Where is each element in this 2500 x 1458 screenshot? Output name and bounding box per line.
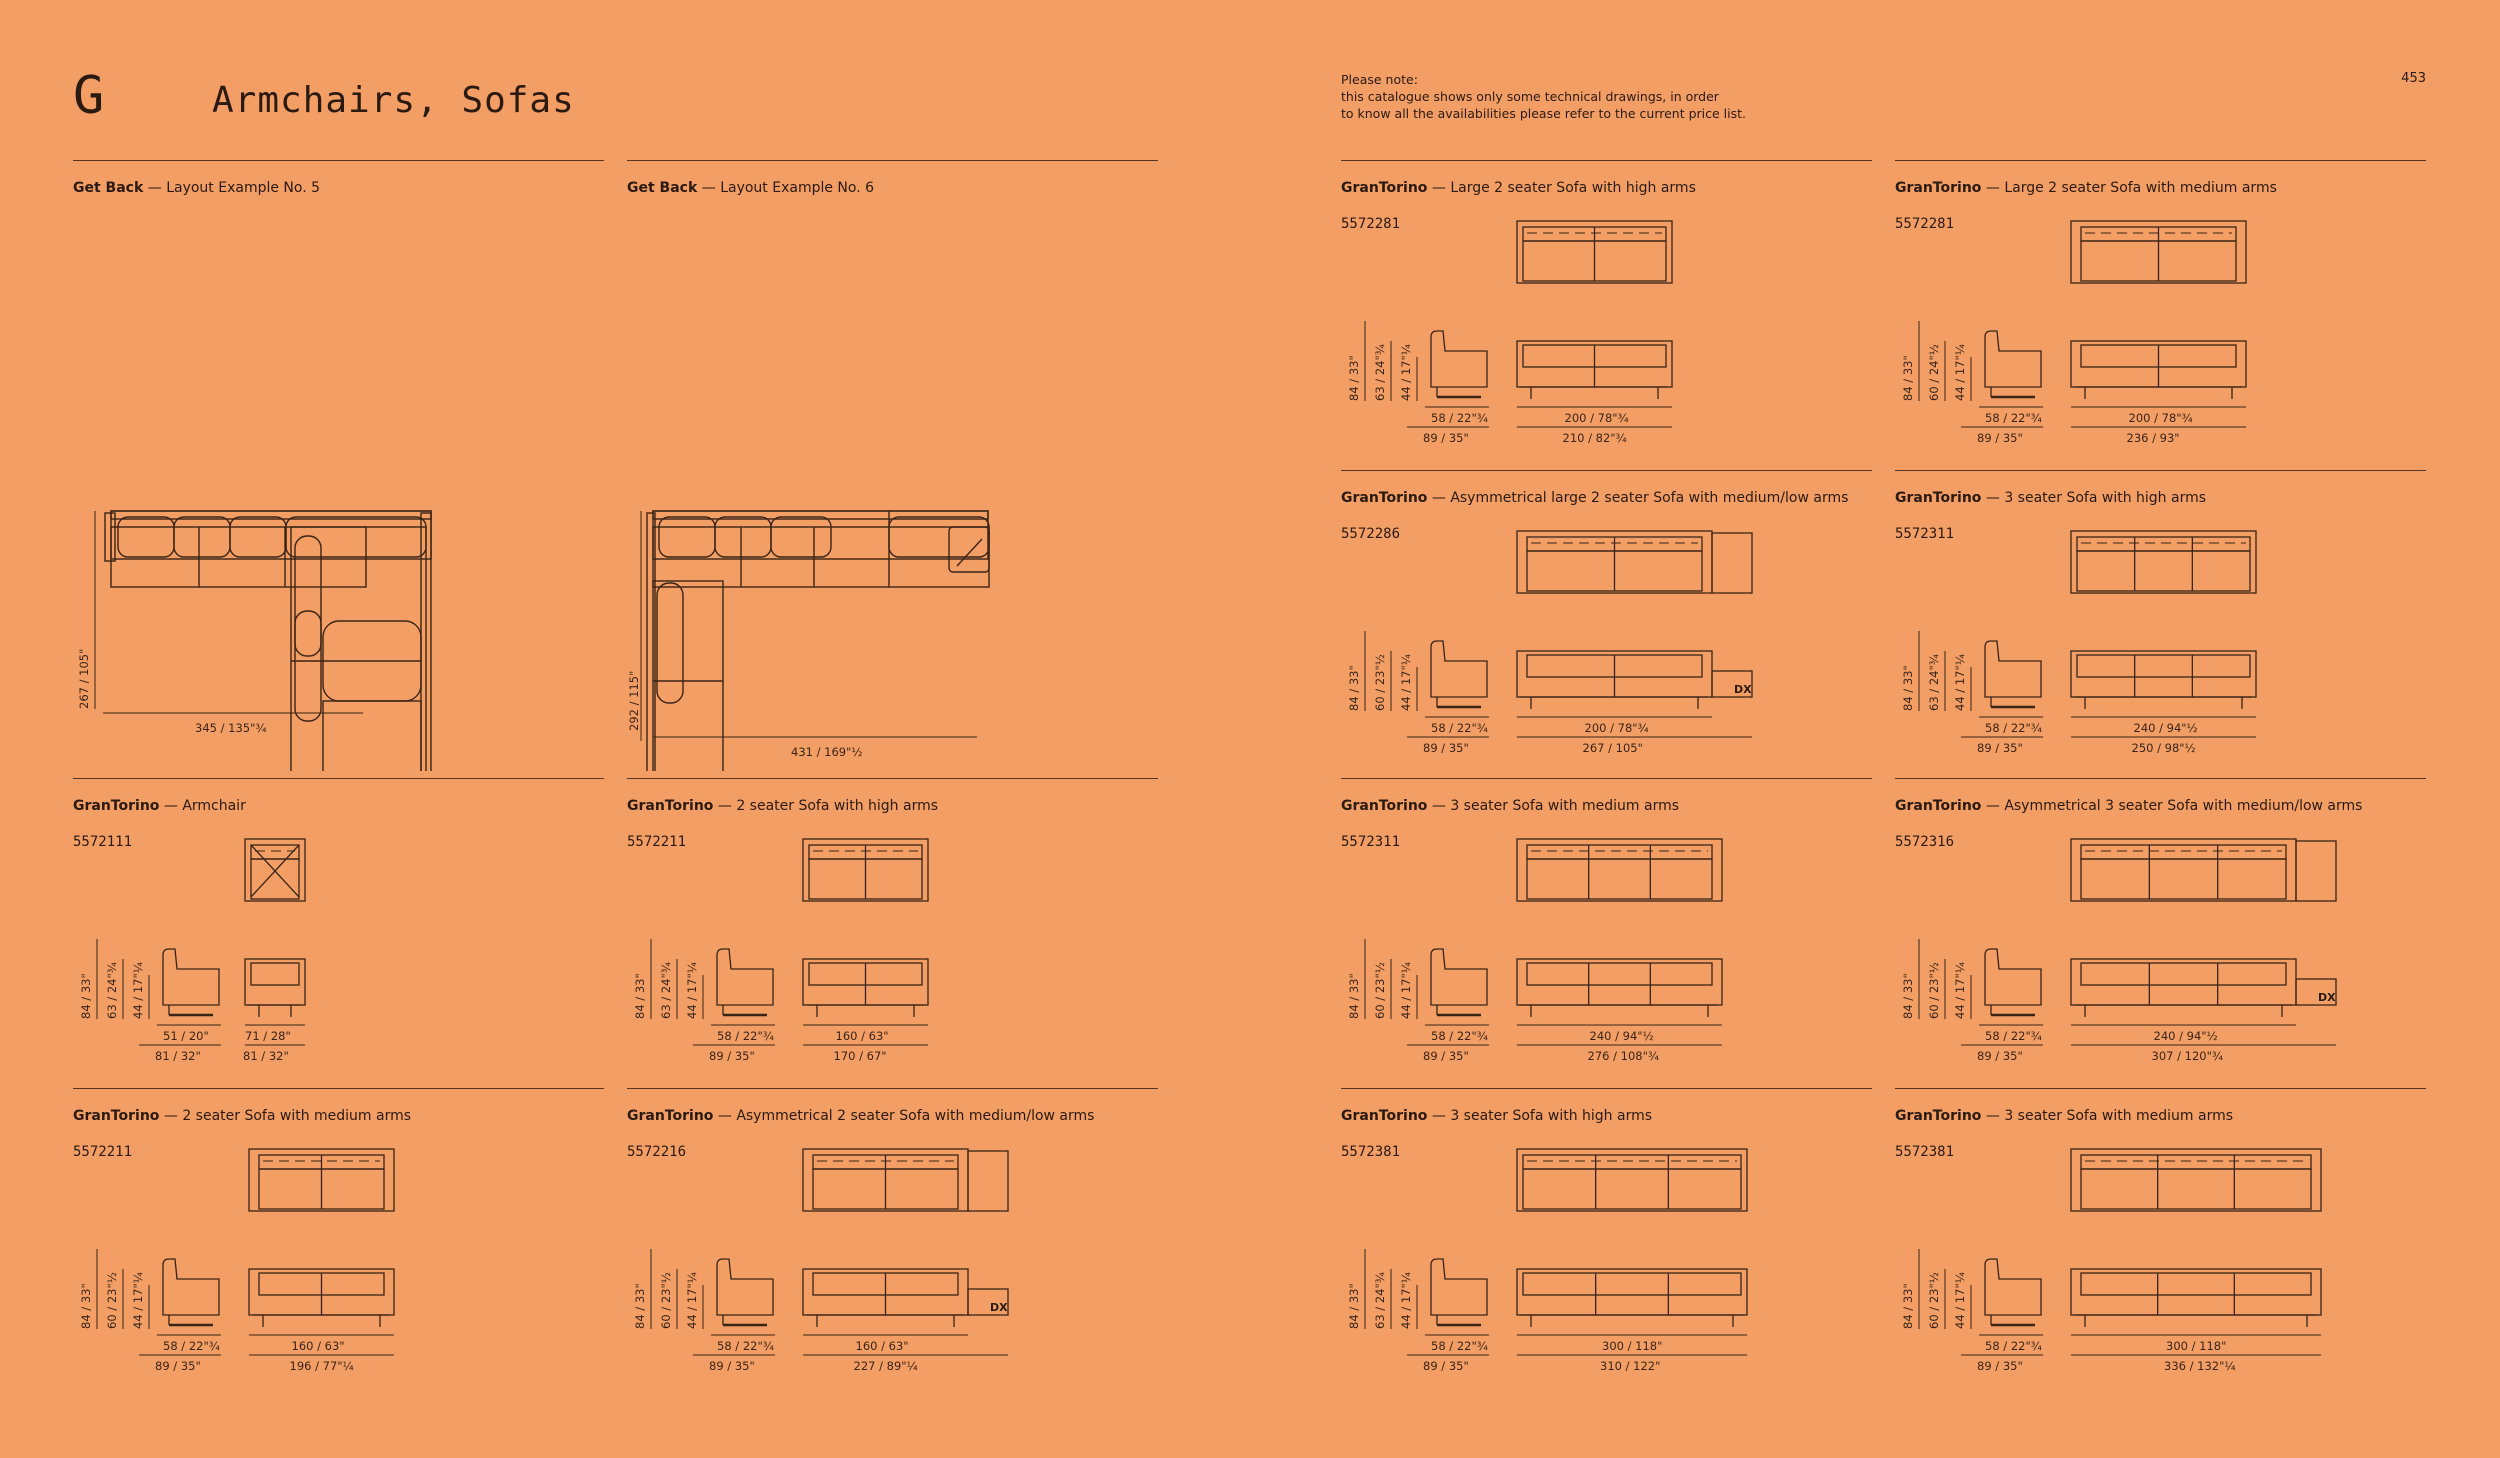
- front-total-dimension: 310 / 122": [1600, 1359, 1661, 1373]
- title-separator: —: [1427, 180, 1451, 196]
- sofa-technical-drawing: [1895, 1089, 2426, 1374]
- product-code: 5572286: [1341, 526, 1401, 542]
- layout-depth-dimension: 267 / 105": [77, 648, 91, 709]
- front-width-dimension: 71 / 28": [245, 1029, 291, 1043]
- front-total-dimension: 250 / 98"½: [2131, 741, 2196, 755]
- seat-total-dimension: 89 / 35": [1423, 741, 1469, 755]
- sofa-technical-drawing: [73, 1089, 604, 1374]
- product-code: 5572211: [627, 834, 687, 850]
- height-dimension: 60 / 23"½: [1927, 1272, 1941, 1329]
- seat-depth-dimension: 58 / 22"¾: [1985, 1029, 2042, 1043]
- height-dimension: 44 / 17"¼: [1953, 1272, 1967, 1329]
- height-dimension: 63 / 24"¾: [1927, 654, 1941, 711]
- product-label: Large 2 seater Sofa with medium arms: [2004, 180, 2277, 196]
- height-dimension: 44 / 17"¼: [1399, 1272, 1413, 1329]
- brand-name: GranTorino: [1895, 1108, 1982, 1124]
- product-code: 5572216: [627, 1144, 687, 1160]
- product-code: 5572211: [73, 1144, 133, 1160]
- height-dimension: 84 / 33": [79, 1283, 93, 1329]
- product-label: 3 seater Sofa with medium arms: [2004, 1108, 2234, 1124]
- product-cell: [73, 1088, 604, 1374]
- title-separator: —: [1981, 798, 2005, 814]
- brand-name: GranTorino: [73, 798, 160, 814]
- height-dimension: 84 / 33": [1347, 973, 1361, 1019]
- front-width-dimension: 200 / 78"¾: [1584, 721, 1649, 735]
- product-label: 2 seater Sofa with high arms: [736, 798, 939, 814]
- seat-depth-dimension: 58 / 22"¾: [717, 1029, 774, 1043]
- height-dimension: 60 / 23"½: [1373, 962, 1387, 1019]
- height-dimension: 44 / 17"¼: [1953, 344, 1967, 401]
- height-dimension: 44 / 17"¼: [1953, 654, 1967, 711]
- front-total-dimension: 267 / 105": [1582, 741, 1643, 755]
- seat-depth-dimension: 58 / 22"¾: [1985, 1339, 2042, 1353]
- title-separator: —: [1981, 1108, 2005, 1124]
- title-separator: —: [159, 798, 183, 814]
- note-line: to know all the availabilities please refer to the current price list.: [1341, 106, 1747, 121]
- front-total-dimension: 276 / 108"¾: [1587, 1049, 1660, 1063]
- height-dimension: 44 / 17"¼: [685, 962, 699, 1019]
- height-dimension: 63 / 24"¾: [1373, 1272, 1387, 1329]
- brand-name: GranTorino: [73, 1108, 160, 1124]
- product-label: Asymmetrical large 2 seater Sofa with medium/low arms: [1450, 490, 1849, 506]
- product-label: Asymmetrical 3 seater Sofa with medium/low arms: [2004, 798, 2363, 814]
- product-label: 3 seater Sofa with high arms: [1450, 1108, 1653, 1124]
- title-separator: —: [1427, 798, 1451, 814]
- product-cell: [1895, 470, 2426, 756]
- seat-total-dimension: 89 / 35": [1977, 1359, 2023, 1373]
- height-dimension: 60 / 23"½: [659, 1272, 673, 1329]
- height-dimension: 60 / 23"½: [1373, 654, 1387, 711]
- product-code: 5572281: [1895, 216, 1955, 232]
- brand-name: GranTorino: [1341, 1108, 1428, 1124]
- brand-name: GranTorino: [627, 1108, 714, 1124]
- title-separator: —: [1427, 1108, 1451, 1124]
- height-dimension: 84 / 33": [1347, 1283, 1361, 1329]
- height-dimension: 84 / 33": [1901, 973, 1915, 1019]
- height-dimension: 44 / 17"¼: [1399, 654, 1413, 711]
- front-total-dimension: 336 / 132"¼: [2164, 1359, 2236, 1373]
- brand-name: Get Back: [627, 180, 698, 196]
- height-dimension: 60 / 24"½: [1927, 344, 1941, 401]
- seat-total-dimension: 89 / 35": [1977, 741, 2023, 755]
- product-cell: [1341, 160, 1872, 446]
- title-separator: —: [697, 180, 721, 196]
- sofa-technical-drawing: [1895, 779, 2426, 1064]
- front-width-dimension: 300 / 118": [2166, 1339, 2227, 1353]
- brand-name: GranTorino: [627, 798, 714, 814]
- front-width-dimension: 300 / 118": [1602, 1339, 1663, 1353]
- dx-marker: DX: [1734, 683, 1752, 696]
- seat-depth-dimension: 58 / 22"¾: [1431, 411, 1488, 425]
- layout-depth-dimension: 292 / 115": [627, 670, 641, 731]
- height-dimension: 84 / 33": [633, 1283, 647, 1329]
- catalogue-note: [1341, 71, 1746, 122]
- front-total-dimension: 236 / 93": [2126, 431, 2180, 445]
- product-cell: [1341, 778, 1872, 1064]
- section-title: Armchairs, Sofas: [212, 80, 575, 121]
- height-dimension: 44 / 17"¼: [1399, 344, 1413, 401]
- section-letter: G: [73, 66, 105, 126]
- front-total-dimension: 227 / 89"¼: [853, 1359, 918, 1373]
- height-dimension: 44 / 17"¼: [1399, 962, 1413, 1019]
- height-dimension: 60 / 23"½: [1927, 962, 1941, 1019]
- height-dimension: 84 / 33": [1901, 1283, 1915, 1329]
- height-dimension: 63 / 24"¾: [659, 962, 673, 1019]
- seat-total-dimension: 89 / 35": [1977, 1049, 2023, 1063]
- product-cell: [73, 778, 604, 1064]
- product-label: 2 seater Sofa with medium arms: [182, 1108, 412, 1124]
- product-label: 3 seater Sofa with medium arms: [1450, 798, 1680, 814]
- front-width-dimension: 240 / 94"½: [1589, 1029, 1654, 1043]
- title-separator: —: [159, 1108, 183, 1124]
- seat-total-dimension: 81 / 32": [155, 1049, 201, 1063]
- brand-name: GranTorino: [1341, 180, 1428, 196]
- sofa-technical-drawing: [1341, 1089, 1872, 1374]
- height-dimension: 84 / 33": [633, 973, 647, 1019]
- product-label: Armchair: [182, 798, 246, 814]
- seat-depth-dimension: 58 / 22"¾: [1985, 411, 2042, 425]
- front-total-dimension: 170 / 67": [833, 1049, 887, 1063]
- layout-label: Layout Example No. 5: [166, 180, 321, 196]
- seat-total-dimension: 89 / 35": [1423, 431, 1469, 445]
- title-separator: —: [713, 1108, 737, 1124]
- sofa-technical-drawing: [627, 779, 1158, 1064]
- product-code: 5572111: [73, 834, 133, 850]
- height-dimension: 63 / 24"¾: [105, 962, 119, 1019]
- seat-total-dimension: 89 / 35": [155, 1359, 201, 1373]
- front-total-dimension: 210 / 82"¾: [1562, 431, 1627, 445]
- product-cell: [1895, 778, 2426, 1064]
- title-separator: —: [143, 180, 167, 196]
- product-cell: [627, 778, 1158, 1064]
- height-dimension: 44 / 17"¼: [685, 1272, 699, 1329]
- product-label: Asymmetrical 2 seater Sofa with medium/low arms: [736, 1108, 1095, 1124]
- product-cell: [1341, 470, 1872, 756]
- seat-depth-dimension: 51 / 20": [163, 1029, 209, 1043]
- sofa-technical-drawing: [1341, 161, 1872, 446]
- front-width-dimension: 200 / 78"¾: [1564, 411, 1629, 425]
- brand-name: GranTorino: [1895, 490, 1982, 506]
- height-dimension: 84 / 33": [1347, 665, 1361, 711]
- title-separator: —: [1981, 180, 2005, 196]
- sofa-technical-drawing: [1895, 161, 2426, 446]
- dx-marker: DX: [2318, 991, 2336, 1004]
- page-number: 453: [2401, 71, 2426, 86]
- product-label: Large 2 seater Sofa with high arms: [1450, 180, 1696, 196]
- height-dimension: 84 / 33": [1347, 355, 1361, 401]
- title-separator: —: [1427, 490, 1451, 506]
- note-line: this catalogue shows only some technical drawings, in order: [1341, 89, 1719, 104]
- layout-example-cell: [627, 160, 1158, 771]
- product-label: 3 seater Sofa with high arms: [2004, 490, 2207, 506]
- note-line: Please note:: [1341, 72, 1418, 87]
- height-dimension: 84 / 33": [79, 973, 93, 1019]
- brand-name: GranTorino: [1895, 180, 1982, 196]
- product-code: 5572311: [1895, 526, 1955, 542]
- front-width-dimension: 160 / 63": [291, 1339, 345, 1353]
- seat-depth-dimension: 58 / 22"¾: [1431, 721, 1488, 735]
- brand-name: GranTorino: [1895, 798, 1982, 814]
- sofa-technical-drawing: [73, 779, 604, 1064]
- front-total-dimension: 196 / 77"¼: [289, 1359, 354, 1373]
- sofa-technical-drawing: [1341, 471, 1872, 756]
- dx-marker: DX: [990, 1301, 1008, 1314]
- height-dimension: 44 / 17"¼: [131, 1272, 145, 1329]
- seat-depth-dimension: 58 / 22"¾: [163, 1339, 220, 1353]
- height-dimension: 44 / 17"¼: [1953, 962, 1967, 1019]
- seat-total-dimension: 89 / 35": [1977, 431, 2023, 445]
- sofa-technical-drawing: [627, 1089, 1158, 1374]
- seat-total-dimension: 89 / 35": [709, 1359, 755, 1373]
- layout-label: Layout Example No. 6: [720, 180, 875, 196]
- product-code: 5572381: [1341, 1144, 1401, 1160]
- front-total-dimension: 81 / 32": [243, 1049, 289, 1063]
- layout-width-dimension: 431 / 169"½: [791, 745, 863, 759]
- product-cell: [1895, 160, 2426, 446]
- height-dimension: 84 / 33": [1901, 665, 1915, 711]
- seat-depth-dimension: 58 / 22"¾: [1431, 1029, 1488, 1043]
- product-code: 5572281: [1341, 216, 1401, 232]
- layout-width-dimension: 345 / 135"¾: [195, 721, 267, 735]
- sofa-technical-drawing: [1895, 471, 2426, 756]
- product-cell: [1895, 1088, 2426, 1374]
- front-width-dimension: 160 / 63": [855, 1339, 909, 1353]
- title-separator: —: [713, 798, 737, 814]
- height-dimension: 63 / 24"¾: [1373, 344, 1387, 401]
- title-separator: —: [1981, 490, 2005, 506]
- front-width-dimension: 160 / 63": [835, 1029, 889, 1043]
- brand-name: Get Back: [73, 180, 144, 196]
- brand-name: GranTorino: [1341, 798, 1428, 814]
- corner-sofa-plan-drawing: [73, 161, 604, 771]
- product-code: 5572311: [1341, 834, 1401, 850]
- product-cell: [1341, 1088, 1872, 1374]
- seat-total-dimension: 89 / 35": [1423, 1359, 1469, 1373]
- height-dimension: 84 / 33": [1901, 355, 1915, 401]
- brand-name: GranTorino: [1341, 490, 1428, 506]
- front-width-dimension: 240 / 94"½: [2153, 1029, 2218, 1043]
- sofa-technical-drawing: [1341, 779, 1872, 1064]
- layout-example-cell: [73, 160, 604, 771]
- product-code: 5572316: [1895, 834, 1955, 850]
- seat-total-dimension: 89 / 35": [709, 1049, 755, 1063]
- front-total-dimension: 307 / 120"¾: [2151, 1049, 2224, 1063]
- front-width-dimension: 240 / 94"½: [2133, 721, 2198, 735]
- seat-total-dimension: 89 / 35": [1423, 1049, 1469, 1063]
- seat-depth-dimension: 58 / 22"¾: [1985, 721, 2042, 735]
- height-dimension: 60 / 23"½: [105, 1272, 119, 1329]
- seat-depth-dimension: 58 / 22"¾: [1431, 1339, 1488, 1353]
- product-cell: [627, 1088, 1158, 1374]
- front-width-dimension: 200 / 78"¾: [2128, 411, 2193, 425]
- corner-sofa-plan-drawing: [627, 161, 1158, 771]
- seat-depth-dimension: 58 / 22"¾: [717, 1339, 774, 1353]
- product-code: 5572381: [1895, 1144, 1955, 1160]
- height-dimension: 44 / 17"¼: [131, 962, 145, 1019]
